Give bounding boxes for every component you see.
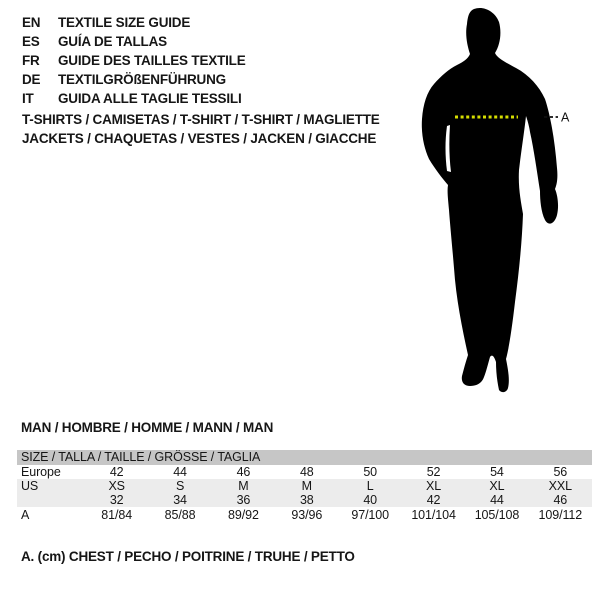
- lang-text: TEXTILE SIZE GUIDE: [58, 15, 191, 30]
- size-cell: 42: [109, 465, 124, 479]
- table-row-us-numeric: [17, 493, 592, 507]
- size-cell: 40: [363, 493, 378, 507]
- size-cell: 46: [236, 465, 251, 479]
- size-cell: 42: [426, 493, 441, 507]
- table-row-chest-a: [17, 507, 592, 523]
- lang-code: EN: [22, 15, 41, 30]
- size-cell: M: [301, 479, 312, 493]
- size-cell: 36: [236, 493, 251, 507]
- size-cell: 89/92: [228, 508, 259, 522]
- size-cell: S: [175, 479, 185, 493]
- size-cell: 34: [173, 493, 187, 507]
- size-cell: XL: [426, 479, 442, 493]
- size-cell: 93/96: [291, 508, 323, 522]
- lang-text: GUÍA DE TALLAS: [58, 34, 167, 49]
- row-label: Europe: [21, 465, 61, 479]
- size-table: [17, 450, 592, 523]
- category-jackets: JACKETS / CHAQUETAS / VESTES / JACKEN / GIACCHE: [22, 131, 377, 146]
- size-table-header: SIZE / TALLA / TAILLE / GRÖSSE / TAGLIA: [17, 450, 592, 465]
- size-cell: 50: [363, 465, 378, 479]
- size-cell: L: [366, 479, 374, 493]
- lang-code: FR: [22, 53, 40, 68]
- size-cell: 44: [173, 465, 187, 479]
- size-cell: 44: [490, 493, 504, 507]
- size-cell: 105/108: [474, 508, 520, 522]
- size-cell: XL: [489, 479, 505, 493]
- size-cell: M: [238, 479, 249, 493]
- size-cell: XS: [108, 479, 125, 493]
- lang-code: IT: [22, 91, 34, 106]
- lang-text: GUIDA ALLE TAGLIE TESSILI: [58, 91, 242, 106]
- row-label: US: [21, 479, 39, 493]
- size-cell: 48: [299, 465, 314, 479]
- lang-code: DE: [22, 72, 41, 87]
- category-tshirts: T-SHIRTS / CAMISETAS / T-SHIRT / T-SHIRT / MAGLIETTE: [22, 112, 380, 127]
- man-silhouette: [422, 8, 558, 392]
- measure-label-a: A: [561, 110, 570, 125]
- size-cell: 97/100: [351, 508, 389, 522]
- lang-text: TEXTILGRÖßENFÜHRUNG: [58, 72, 226, 87]
- size-cell: 56: [553, 465, 568, 479]
- lang-text: GUIDE DES TAILLES TEXTILE: [58, 53, 246, 68]
- size-cell: 109/112: [538, 508, 583, 522]
- row-label: A: [21, 508, 30, 522]
- table-row-us: [17, 479, 592, 493]
- size-cell: 38: [299, 493, 314, 507]
- size-cell: 101/104: [411, 508, 456, 522]
- size-cell: 54: [490, 465, 504, 479]
- lang-code: ES: [22, 34, 40, 49]
- size-cell: 46: [553, 493, 568, 507]
- size-cell: 32: [109, 493, 124, 507]
- size-cell: 81/84: [101, 508, 133, 522]
- size-cell: 52: [426, 465, 441, 479]
- measurement-footnote: A. (cm) CHEST / PECHO / POITRINE / TRUHE / PETTO: [21, 549, 355, 564]
- section-title-man: MAN / HOMBRE / HOMME / MANN / MAN: [21, 420, 274, 435]
- table-row-europe: [17, 465, 592, 479]
- size-cell: 85/88: [164, 508, 196, 522]
- size-cell: XXL: [548, 479, 572, 493]
